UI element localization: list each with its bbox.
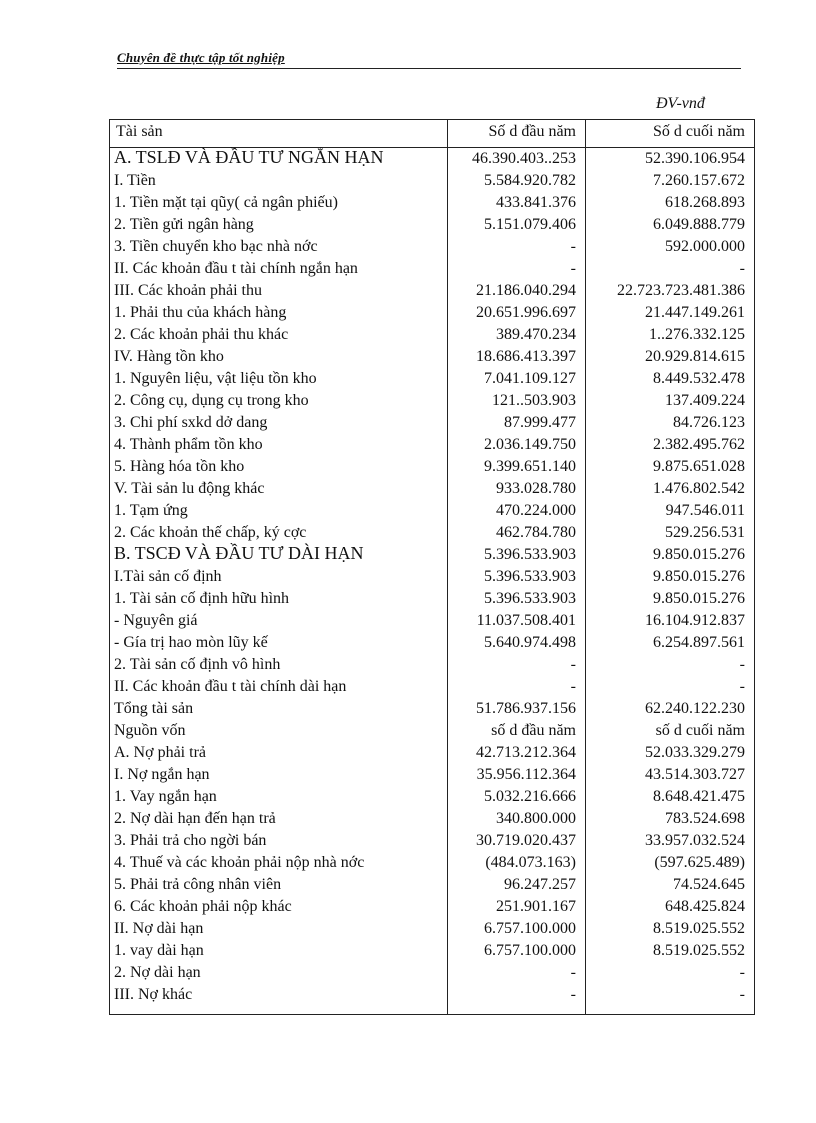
table-row <box>110 656 754 678</box>
row-label: - Nguyên giá <box>114 612 198 629</box>
row-label: 5. Phải trả công nhân viên <box>114 876 282 893</box>
row-end-value: - <box>739 678 745 695</box>
table-row <box>110 348 754 370</box>
table-row <box>110 700 754 722</box>
row-label: 3. Phải trả cho ngời bán <box>114 832 267 849</box>
row-label: 2. Tài sản cố định vô hình <box>114 656 281 673</box>
table-row <box>110 590 754 612</box>
table-row <box>110 788 754 810</box>
table-row <box>110 147 754 172</box>
table-row <box>110 634 754 656</box>
row-start-value: - <box>570 678 576 695</box>
row-start-value: 30.719.020.437 <box>476 832 576 849</box>
column-header-end: Số d cuối năm <box>653 123 745 140</box>
row-end-value: 9.850.015.276 <box>653 568 745 585</box>
row-label: 6. Các khoản phải nộp khác <box>114 898 292 915</box>
row-start-value: - <box>570 238 576 255</box>
row-label: 2. Nợ dài hạn đến hạn trả <box>114 810 276 827</box>
row-label: 4. Thuế và các khoản phải nộp nhà nớc <box>114 854 365 871</box>
row-start-value: 470.224.000 <box>496 502 576 519</box>
row-start-value: 251.901.167 <box>496 898 576 915</box>
table-row <box>110 920 754 942</box>
row-start-value: 20.651.996.697 <box>476 304 576 321</box>
header-title: Chuyên đề thực tập tốt nghiệp <box>117 50 285 65</box>
row-label: 3. Chi phí sxkd dở dang <box>114 414 268 431</box>
row-end-value: 52.033.329.279 <box>645 744 745 761</box>
row-label: 2. Công cụ, dụng cụ trong kho <box>114 392 309 409</box>
row-end-value: 52.390.106.954 <box>645 150 745 167</box>
row-end-value: 21.447.149.261 <box>645 304 745 321</box>
row-end-value: 592.000.000 <box>665 238 745 255</box>
row-end-value: - <box>739 260 745 277</box>
row-start-value: 6.757.100.000 <box>484 920 576 937</box>
row-start-value: - <box>570 986 576 1003</box>
row-end-value: 1.476.802.542 <box>653 480 745 497</box>
row-end-value: 8.648.421.475 <box>653 788 745 805</box>
table-row <box>110 502 754 524</box>
table-row <box>110 216 754 238</box>
row-label: 2. Tiền gửi ngân hàng <box>114 216 254 233</box>
row-end-value: 8.519.025.552 <box>653 942 745 959</box>
row-label: II. Các khoản đầu t tài chính dài hạn <box>114 678 347 695</box>
table-row <box>110 942 754 964</box>
table-row <box>110 854 754 876</box>
row-label: III. Nợ khác <box>114 986 193 1003</box>
row-end-value: 74.524.645 <box>673 876 745 893</box>
row-start-value: 7.041.109.127 <box>484 370 576 387</box>
row-end-value: 6.254.897.561 <box>653 634 745 651</box>
table-row <box>110 876 754 898</box>
row-end-value: 529.256.531 <box>665 524 745 541</box>
row-end-value: 8.449.532.478 <box>653 370 745 387</box>
row-end-value: - <box>739 986 745 1003</box>
table-row <box>110 172 754 194</box>
table-row <box>110 414 754 436</box>
row-label: 1. Phải thu của khách hàng <box>114 304 287 321</box>
row-start-value: 35.956.112.364 <box>476 766 576 783</box>
row-end-value: 2.382.495.762 <box>653 436 745 453</box>
table-row <box>110 722 754 744</box>
table-row <box>110 898 754 920</box>
row-start-value: 9.399.651.140 <box>484 458 576 475</box>
row-label: I. Tiền <box>114 172 156 189</box>
row-start-value: 51.786.937.156 <box>476 700 576 717</box>
table-row <box>110 568 754 590</box>
page-header <box>117 48 741 69</box>
row-label: 1. Tài sản cố định hữu hình <box>114 590 290 607</box>
table-row <box>110 326 754 348</box>
table-row <box>110 370 754 392</box>
row-end-value: (597.625.489) <box>654 854 745 871</box>
table-row <box>110 964 754 986</box>
row-end-value: 783.524.698 <box>665 810 745 827</box>
row-label: 2. Các khoản phải thu khác <box>114 326 289 343</box>
row-label: A. TSLĐ VÀ ĐẦU TƯ NGẮN HẠN <box>114 147 384 167</box>
row-end-value: 20.929.814.615 <box>645 348 745 365</box>
row-end-value: 43.514.303.727 <box>645 766 745 783</box>
row-end-value: 9.875.651.028 <box>653 458 745 475</box>
row-start-value: 933.028.780 <box>496 480 576 497</box>
column-header-asset: Tài sản <box>116 123 163 140</box>
row-start-value: 18.686.413.397 <box>476 348 576 365</box>
unit-label: ĐV-vnđ <box>656 95 705 112</box>
row-end-value: 84.726.123 <box>673 414 745 431</box>
row-start-value: 5.584.920.782 <box>484 172 576 189</box>
table-row <box>110 436 754 458</box>
table-row <box>110 612 754 634</box>
row-end-value: 947.546.011 <box>665 502 745 519</box>
row-label: 1. Tiền mặt tại qũy( cả ngân phiếu) <box>114 194 338 211</box>
row-start-value: 5.396.533.903 <box>484 568 576 585</box>
row-label: 1. Vay ngắn hạn <box>114 788 217 805</box>
row-label: A. Nợ phải trả <box>114 744 206 761</box>
table-row <box>110 282 754 304</box>
row-label: 3. Tiền chuyển kho bạc nhà nớc <box>114 238 318 255</box>
row-end-value: 9.850.015.276 <box>653 546 745 563</box>
row-end-value: 62.240.122.230 <box>645 700 745 717</box>
row-start-value: - <box>570 260 576 277</box>
row-label: 2. Các khoản thế chấp, ký cợc <box>114 524 307 541</box>
row-end-value: - <box>739 964 745 981</box>
row-end-value: 9.850.015.276 <box>653 590 745 607</box>
table-row <box>110 260 754 282</box>
row-start-value: 433.841.376 <box>496 194 576 211</box>
row-start-value: 42.713.212.364 <box>476 744 576 761</box>
table-row <box>110 766 754 788</box>
row-label: II. Nợ dài hạn <box>114 920 204 937</box>
table-row <box>110 543 754 568</box>
row-start-value: 6.757.100.000 <box>484 942 576 959</box>
table-row <box>110 458 754 480</box>
row-start-value: 2.036.149.750 <box>484 436 576 453</box>
row-label: Nguồn vốn <box>114 722 186 739</box>
row-label: II. Các khoản đầu t tài chính ngắn hạn <box>114 260 358 277</box>
table-row <box>110 392 754 414</box>
table-row <box>110 832 754 854</box>
table-row <box>110 194 754 216</box>
row-start-value: 96.247.257 <box>504 876 576 893</box>
row-end-value: số d cuối năm <box>655 722 745 739</box>
row-label: 2. Nợ dài hạn <box>114 964 201 981</box>
row-end-value: 137.409.224 <box>665 392 745 409</box>
row-label: 4. Thành phẩm tồn kho <box>114 436 263 453</box>
row-label: V. Tài sản lu động khác <box>114 480 265 497</box>
row-end-value: 648.425.824 <box>665 898 745 915</box>
row-label: Tổng tài sản <box>114 700 194 717</box>
row-start-value: 5.032.216.666 <box>484 788 576 805</box>
row-end-value: 6.049.888.779 <box>653 216 745 233</box>
row-label: - Gía trị hao mòn lũy kế <box>114 634 268 651</box>
row-start-value: 46.390.403..253 <box>472 150 576 167</box>
row-end-value: 16.104.912.837 <box>645 612 745 629</box>
row-start-value: 462.784.780 <box>496 524 576 541</box>
table-row <box>110 238 754 260</box>
row-label: IV. Hàng tồn kho <box>114 348 224 365</box>
row-start-value: 5.640.974.498 <box>484 634 576 651</box>
table-row <box>110 678 754 700</box>
row-start-value: 11.037.508.401 <box>476 612 576 629</box>
row-start-value: 21.186.040.294 <box>476 282 576 299</box>
row-start-value: 5.396.533.903 <box>484 590 576 607</box>
table-row <box>110 810 754 832</box>
row-start-value: 5.151.079.406 <box>484 216 576 233</box>
row-label: 1. vay dài hạn <box>114 942 204 959</box>
row-end-value: 618.268.893 <box>665 194 745 211</box>
row-start-value: 340.800.000 <box>496 810 576 827</box>
row-label: 5. Hàng hóa tồn kho <box>114 458 245 475</box>
row-label: 1. Nguyên liệu, vật liệu tồn kho <box>114 370 317 387</box>
row-end-value: 33.957.032.524 <box>645 832 745 849</box>
row-end-value: 8.519.025.552 <box>653 920 745 937</box>
row-label: I.Tài sản cố định <box>114 568 222 585</box>
row-label: III. Các khoản phải thu <box>114 282 262 299</box>
row-start-value: - <box>570 656 576 673</box>
row-start-value: - <box>570 964 576 981</box>
row-end-value: 7.260.157.672 <box>653 172 745 189</box>
balance-sheet-table <box>109 119 755 1015</box>
row-start-value: số d đầu năm <box>491 722 576 739</box>
row-start-value: 87.999.477 <box>504 414 576 431</box>
column-header-start: Số d đầu năm <box>488 123 576 140</box>
row-start-value: 389.470.234 <box>496 326 576 343</box>
table-row <box>110 480 754 502</box>
row-end-value: - <box>739 656 745 673</box>
row-start-value: 121..503.903 <box>492 392 576 409</box>
table-row <box>110 986 754 1008</box>
row-end-value: 22.723.723.481.386 <box>617 282 745 299</box>
row-label: I. Nợ ngắn hạn <box>114 766 210 783</box>
row-label: B. TSCĐ VÀ ĐẦU TƯ DÀI HẠN <box>114 543 364 563</box>
row-start-value: (484.073.163) <box>485 854 576 871</box>
row-start-value: 5.396.533.903 <box>484 546 576 563</box>
row-end-value: 1..276.332.125 <box>649 326 745 343</box>
table-row <box>110 304 754 326</box>
table-row <box>110 744 754 766</box>
row-label: 1. Tạm ứng <box>114 502 188 519</box>
